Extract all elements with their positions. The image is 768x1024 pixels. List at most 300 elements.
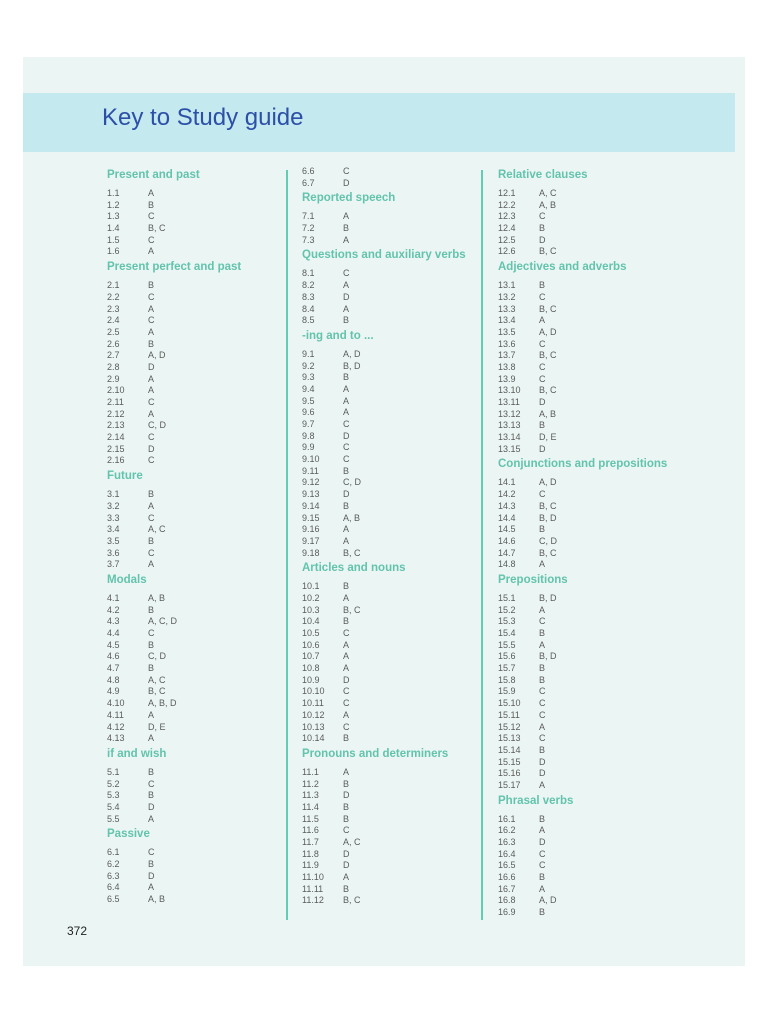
- answer-value: C: [148, 315, 155, 326]
- answer-row: [498, 246, 678, 258]
- answer-value: B: [148, 535, 155, 546]
- question-number: 15.15: [498, 756, 521, 767]
- answer-value: C: [343, 825, 350, 836]
- answer-row: [498, 616, 678, 628]
- question-number: 13.12: [498, 408, 521, 419]
- answer-column-2: [302, 166, 474, 907]
- answer-row: [498, 640, 678, 652]
- question-number: 14.2: [498, 489, 516, 500]
- answer-row: [107, 432, 279, 444]
- answer-row: [302, 605, 474, 617]
- question-number: 13.8: [498, 361, 516, 372]
- answer-row: [498, 675, 678, 687]
- answer-row: [302, 628, 474, 640]
- question-number: 2.11: [107, 397, 124, 407]
- question-number: 10.2: [302, 592, 320, 603]
- answer-value: B: [539, 628, 546, 638]
- answer-value: D: [539, 234, 546, 245]
- question-number: 15.12: [498, 721, 521, 732]
- question-number: 11.12: [302, 895, 324, 906]
- answer-row: [498, 374, 678, 386]
- answer-value: C: [539, 373, 546, 384]
- question-number: 10.10: [302, 686, 325, 697]
- answer-value: B: [343, 465, 350, 476]
- question-number: 6.1: [107, 847, 120, 858]
- answer-value: A: [148, 303, 155, 314]
- answer-row: [302, 860, 474, 872]
- answer-value: B, C: [539, 303, 557, 314]
- answer-row: [498, 501, 678, 513]
- question-number: 2.10: [107, 385, 125, 396]
- answer-value: B: [343, 813, 350, 824]
- answer-row: [302, 466, 474, 478]
- answer-row: [107, 710, 279, 722]
- question-number: 7.1: [302, 211, 315, 222]
- answer-value: A, D: [539, 895, 557, 906]
- answer-row: [107, 315, 279, 327]
- answer-row: [498, 339, 678, 351]
- answer-row: [302, 384, 474, 396]
- question-number: 15.6: [498, 651, 516, 662]
- answer-column-1: [107, 166, 279, 906]
- answer-row: [302, 640, 474, 652]
- answer-value: A: [343, 395, 350, 406]
- question-number: 13.9: [498, 373, 516, 384]
- question-number: 1.3: [107, 211, 120, 222]
- question-number: 6.7: [302, 177, 315, 188]
- answer-row: [498, 651, 678, 663]
- question-number: 13.4: [498, 315, 516, 326]
- question-number: 14.4: [498, 512, 516, 523]
- answer-value: B: [539, 907, 546, 918]
- answer-row: [498, 420, 678, 432]
- question-number: 9.7: [302, 419, 315, 429]
- answer-row: [498, 513, 678, 525]
- answer-row: [498, 292, 678, 304]
- answer-value: C: [539, 709, 546, 720]
- question-number: 15.13: [498, 733, 521, 744]
- question-number: 5.1: [107, 766, 120, 777]
- question-number: 16.7: [498, 883, 516, 894]
- answer-value: A, B: [148, 592, 166, 603]
- answer-row: [498, 280, 678, 292]
- answer-row: [498, 315, 678, 327]
- answer-row: [498, 559, 678, 571]
- answer-value: D: [343, 790, 350, 801]
- question-number: 8.5: [302, 315, 315, 326]
- answer-row: [302, 733, 474, 745]
- question-number: 4.8: [107, 674, 120, 685]
- question-number: 11.2: [302, 778, 319, 789]
- answer-value: C: [148, 211, 155, 222]
- answer-value: C: [343, 419, 350, 429]
- question-number: 10.7: [302, 651, 320, 662]
- answer-value: A, B: [539, 199, 557, 210]
- question-number: 15.7: [498, 663, 516, 674]
- question-number: 13.7: [498, 350, 516, 361]
- answer-value: D: [148, 870, 155, 881]
- question-number: 15.17: [498, 779, 521, 790]
- question-number: 15.1: [498, 592, 516, 603]
- answer-row: [302, 166, 474, 178]
- answer-row: [302, 663, 474, 675]
- answer-row: [107, 767, 279, 779]
- question-number: 11.3: [302, 790, 319, 801]
- answer-value: D: [148, 361, 155, 372]
- answer-value: A: [539, 779, 546, 790]
- answer-row: [302, 419, 474, 431]
- question-number: 9.14: [302, 500, 320, 511]
- answer-value: B, C: [148, 686, 166, 697]
- question-number: 14.7: [498, 547, 516, 558]
- section-heading: if and wish: [107, 747, 167, 760]
- answer-value: A: [539, 721, 546, 732]
- answer-value: B: [148, 604, 155, 615]
- answer-row: [107, 871, 279, 883]
- answer-row: [302, 581, 474, 593]
- answer-value: A, C: [148, 674, 166, 685]
- answer-row: [498, 860, 678, 872]
- question-number: 15.11: [498, 709, 520, 720]
- answer-row: [302, 825, 474, 837]
- answer-value: A: [343, 524, 350, 535]
- question-number: 13.13: [498, 420, 521, 431]
- answer-value: B, D: [539, 592, 557, 603]
- question-number: 9.5: [302, 395, 315, 406]
- question-number: 9.11: [302, 465, 319, 476]
- question-number: 16.1: [498, 813, 516, 824]
- question-number: 8.2: [302, 280, 315, 291]
- answer-value: A: [148, 733, 155, 744]
- question-number: 3.2: [107, 500, 120, 511]
- answer-row: [302, 616, 474, 628]
- answer-value: A, D: [539, 477, 557, 488]
- answer-value: A: [148, 246, 155, 257]
- question-number: 2.14: [107, 432, 125, 443]
- answer-row: [107, 362, 279, 374]
- answer-row: [107, 501, 279, 513]
- answer-value: C: [148, 628, 155, 638]
- answer-value: C: [343, 698, 350, 709]
- answer-row: [302, 280, 474, 292]
- question-number: 13.10: [498, 385, 521, 396]
- question-number: 11.4: [302, 801, 319, 812]
- question-number: 4.2: [107, 604, 120, 615]
- answer-value: B: [343, 581, 350, 592]
- question-number: 14.8: [498, 559, 516, 570]
- answer-value: B: [148, 639, 155, 650]
- answer-row: [107, 409, 279, 421]
- answer-row: [498, 409, 678, 421]
- answer-row: [107, 605, 279, 617]
- answer-value: A: [343, 303, 350, 314]
- question-number: 13.5: [498, 326, 516, 337]
- answer-row: [302, 698, 474, 710]
- answer-row: [107, 593, 279, 605]
- section-heading: Future: [107, 470, 143, 483]
- answer-row: [107, 223, 279, 235]
- answer-row: [498, 698, 678, 710]
- answer-row: [302, 722, 474, 734]
- answer-row: [498, 188, 678, 200]
- answer-value: B: [343, 500, 350, 511]
- answer-value: C: [343, 721, 350, 732]
- question-number: 4.13: [107, 733, 125, 744]
- section-heading: Prepositions: [498, 573, 568, 586]
- question-number: 4.11: [107, 709, 124, 720]
- answer-value: C: [148, 778, 155, 789]
- answer-row: [302, 895, 474, 907]
- answer-value: B: [343, 315, 350, 326]
- question-number: 16.3: [498, 837, 516, 847]
- answer-row: [302, 501, 474, 513]
- answer-value: A: [343, 872, 350, 883]
- answer-value: C, D: [539, 535, 557, 546]
- answer-value: A: [343, 234, 350, 245]
- question-number: 12.1: [498, 188, 516, 198]
- answer-row: [498, 548, 678, 560]
- answer-row: [498, 385, 678, 397]
- answer-value: A, D: [343, 348, 361, 359]
- question-number: 9.17: [302, 535, 320, 546]
- answer-row: [498, 211, 678, 223]
- page-title: Key to Study guide: [102, 104, 304, 131]
- answer-row: [498, 362, 678, 374]
- answer-value: B: [148, 663, 155, 674]
- answer-value: B: [148, 766, 155, 777]
- question-number: 4.1: [107, 592, 120, 603]
- answer-row: [498, 872, 678, 884]
- answer-row: [302, 454, 474, 466]
- answer-value: B: [343, 801, 350, 812]
- answer-row: [498, 895, 678, 907]
- question-number: 11.10: [302, 872, 324, 883]
- question-number: 1.2: [107, 199, 120, 210]
- answer-value: C: [539, 338, 546, 349]
- answer-value: B: [539, 872, 546, 883]
- answer-row: [302, 407, 474, 419]
- answer-row: [498, 884, 678, 896]
- question-number: 9.3: [302, 372, 315, 383]
- section-heading: Questions and auxiliary verbs: [302, 249, 466, 262]
- answer-value: B: [148, 338, 155, 349]
- answer-row: [498, 745, 678, 757]
- section-heading: Reported speech: [302, 192, 396, 205]
- answer-value: A: [539, 604, 546, 615]
- answer-row: [302, 884, 474, 896]
- question-number: 2.9: [107, 373, 120, 384]
- question-number: 10.8: [302, 663, 320, 674]
- answer-row: [107, 859, 279, 871]
- answer-row: [498, 825, 678, 837]
- answer-row: [498, 350, 678, 362]
- answer-row: [302, 790, 474, 802]
- answer-value: B, D: [539, 512, 557, 523]
- question-number: 5.4: [107, 801, 120, 812]
- answer-row: [107, 292, 279, 304]
- answer-value: A, C: [148, 524, 166, 535]
- question-number: 9.1: [302, 348, 315, 359]
- question-number: 2.7: [107, 350, 120, 361]
- answer-row: [107, 802, 279, 814]
- question-number: 9.18: [302, 547, 320, 558]
- answer-row: [498, 837, 678, 849]
- question-number: 6.3: [107, 870, 120, 881]
- question-number: 2.6: [107, 338, 120, 349]
- question-number: 6.2: [107, 859, 120, 869]
- answer-value: A: [539, 883, 546, 894]
- answer-value: B: [539, 223, 546, 234]
- question-number: 7.2: [302, 223, 315, 234]
- answer-value: D: [343, 177, 350, 188]
- answer-row: [107, 350, 279, 362]
- answer-row: [498, 432, 678, 444]
- question-number: 15.2: [498, 604, 516, 615]
- answer-row: [302, 304, 474, 316]
- answer-row: [107, 327, 279, 339]
- question-number: 15.14: [498, 744, 521, 755]
- question-number: 9.13: [302, 489, 320, 500]
- question-number: 10.9: [302, 674, 320, 685]
- answer-value: A: [343, 383, 350, 394]
- answer-row: [498, 327, 678, 339]
- question-number: 5.5: [107, 813, 120, 824]
- answer-row: [107, 304, 279, 316]
- question-number: 6.6: [302, 166, 315, 176]
- question-number: 1.5: [107, 234, 120, 245]
- question-number: 15.3: [498, 616, 516, 627]
- question-number: 9.6: [302, 407, 315, 418]
- answer-value: D: [343, 848, 350, 859]
- question-number: 3.1: [107, 489, 120, 500]
- answer-row: [107, 882, 279, 894]
- answer-value: A, C: [343, 837, 361, 847]
- question-number: 11.5: [302, 813, 319, 824]
- answer-value: C: [539, 361, 546, 372]
- answer-row: [302, 849, 474, 861]
- answer-value: B: [539, 524, 546, 535]
- answer-row: [302, 396, 474, 408]
- answer-value: C: [148, 291, 155, 302]
- question-number: 4.7: [107, 663, 120, 674]
- question-number: 4.4: [107, 628, 120, 638]
- answer-value: A, B: [343, 512, 361, 523]
- question-number: 4.3: [107, 616, 120, 627]
- question-number: 14.5: [498, 524, 516, 535]
- answer-row: [302, 675, 474, 687]
- question-number: 7.3: [302, 234, 315, 245]
- section-heading: Conjunctions and prepositions: [498, 458, 668, 471]
- section-heading: Articles and nouns: [302, 562, 406, 575]
- answer-value: C, D: [148, 420, 166, 431]
- answer-value: A: [343, 407, 350, 418]
- question-number: 15.16: [498, 768, 521, 779]
- answer-row: [498, 628, 678, 640]
- question-number: 13.2: [498, 291, 516, 302]
- section-heading: Pronouns and determiners: [302, 747, 449, 760]
- question-number: 10.11: [302, 698, 324, 709]
- question-number: 10.6: [302, 639, 320, 650]
- question-number: 10.14: [302, 733, 325, 744]
- answer-row: [302, 710, 474, 722]
- question-number: 16.4: [498, 848, 516, 859]
- answer-value: C: [148, 455, 155, 466]
- answer-row: [107, 733, 279, 745]
- answer-value: B: [343, 733, 350, 744]
- answer-row: [498, 757, 678, 769]
- question-number: 9.16: [302, 524, 320, 535]
- answer-row: [107, 374, 279, 386]
- question-number: 11.1: [302, 766, 319, 777]
- answer-value: C: [343, 628, 350, 638]
- page-number: 372: [67, 924, 88, 938]
- question-number: 2.16: [107, 455, 125, 466]
- answer-row: [107, 455, 279, 467]
- answer-value: C: [343, 442, 350, 453]
- answer-value: A: [148, 559, 155, 570]
- question-number: 13.3: [498, 303, 516, 314]
- answer-row: [498, 605, 678, 617]
- answer-value: D: [539, 837, 546, 847]
- answer-value: C: [539, 616, 546, 627]
- question-number: 2.3: [107, 303, 120, 314]
- answer-row: [107, 814, 279, 826]
- answer-row: [107, 790, 279, 802]
- answer-value: A, B: [148, 894, 166, 905]
- answer-row: [107, 698, 279, 710]
- answer-value: A: [343, 211, 350, 222]
- answer-value: A: [343, 766, 350, 777]
- question-number: 8.3: [302, 291, 315, 302]
- section-heading: Relative clauses: [498, 169, 588, 181]
- answer-value: D: [539, 768, 546, 779]
- answer-row: [107, 489, 279, 501]
- question-number: 14.1: [498, 477, 516, 488]
- answer-value: A, D: [148, 350, 166, 361]
- answer-column-3: [498, 166, 678, 919]
- answer-value: B: [343, 883, 350, 894]
- question-number: 14.6: [498, 535, 516, 546]
- answer-row: [107, 894, 279, 906]
- answer-row: [498, 477, 678, 489]
- answer-row: [498, 444, 678, 456]
- answer-row: [302, 524, 474, 536]
- answer-value: A, C: [539, 188, 557, 198]
- answer-value: B, D: [539, 651, 557, 662]
- answer-row: [498, 733, 678, 745]
- section-heading: Passive: [107, 828, 150, 841]
- answer-row: [107, 536, 279, 548]
- answer-value: A: [148, 882, 155, 893]
- answer-value: A: [539, 825, 546, 836]
- answer-row: [498, 235, 678, 247]
- question-number: 11.8: [302, 848, 319, 859]
- answer-value: A: [148, 709, 155, 720]
- answer-value: D: [343, 489, 350, 500]
- answer-row: [302, 235, 474, 247]
- question-number: 12.2: [498, 199, 516, 210]
- section-heading: Present perfect and past: [107, 261, 242, 274]
- question-number: 15.8: [498, 674, 516, 685]
- question-number: 9.15: [302, 512, 320, 523]
- question-number: 3.5: [107, 535, 120, 546]
- answer-row: [107, 548, 279, 560]
- answer-value: D: [343, 291, 350, 302]
- answer-row: [302, 651, 474, 663]
- answer-value: D: [539, 756, 546, 767]
- question-number: 10.3: [302, 604, 320, 615]
- question-number: 3.3: [107, 512, 120, 523]
